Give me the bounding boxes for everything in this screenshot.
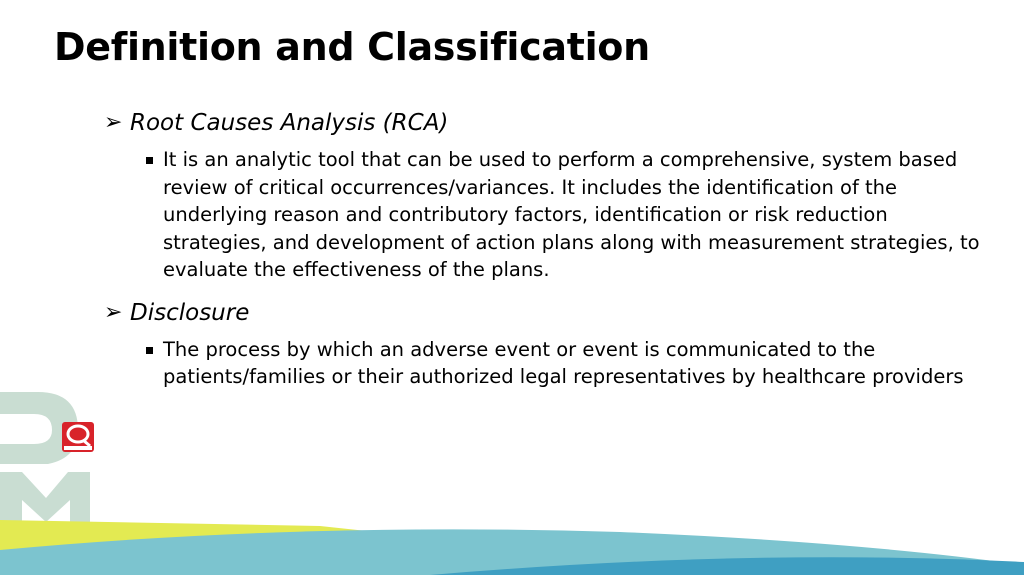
slide-content — [104, 106, 994, 391]
sub-bullet-rca — [104, 146, 983, 284]
bullet-disclosure — [104, 296, 994, 330]
sub-bullet-disclosure — [104, 336, 983, 391]
rca-heading: Root Causes Analysis (RCA) — [130, 110, 449, 136]
bottom-decoration — [0, 490, 1024, 575]
arrow-bullet-icon: ➢ — [104, 110, 123, 135]
bullet-rca — [104, 106, 994, 140]
rca-description: It is an analytic tool that can be used to perform a comprehensive, system based review of critical occurrences/variances. It includes the identification of the underlying reason and contributory factors, identification or risk reduction strategies, and development of action plans along with measurement strategies, to evaluate the effectiveness of the plans. — [163, 148, 980, 281]
arrow-bullet-icon: ➢ — [104, 299, 123, 325]
slide-title: Definition and Classification — [54, 25, 650, 69]
disclosure-heading: Disclosure — [130, 299, 250, 326]
disclosure-description: The process by which an adverse event or event is communicated to the patients/families or their authorized legal representatives by healthcare providers — [163, 337, 964, 388]
square-bullet-icon — [146, 347, 153, 354]
square-bullet-icon — [146, 157, 153, 164]
